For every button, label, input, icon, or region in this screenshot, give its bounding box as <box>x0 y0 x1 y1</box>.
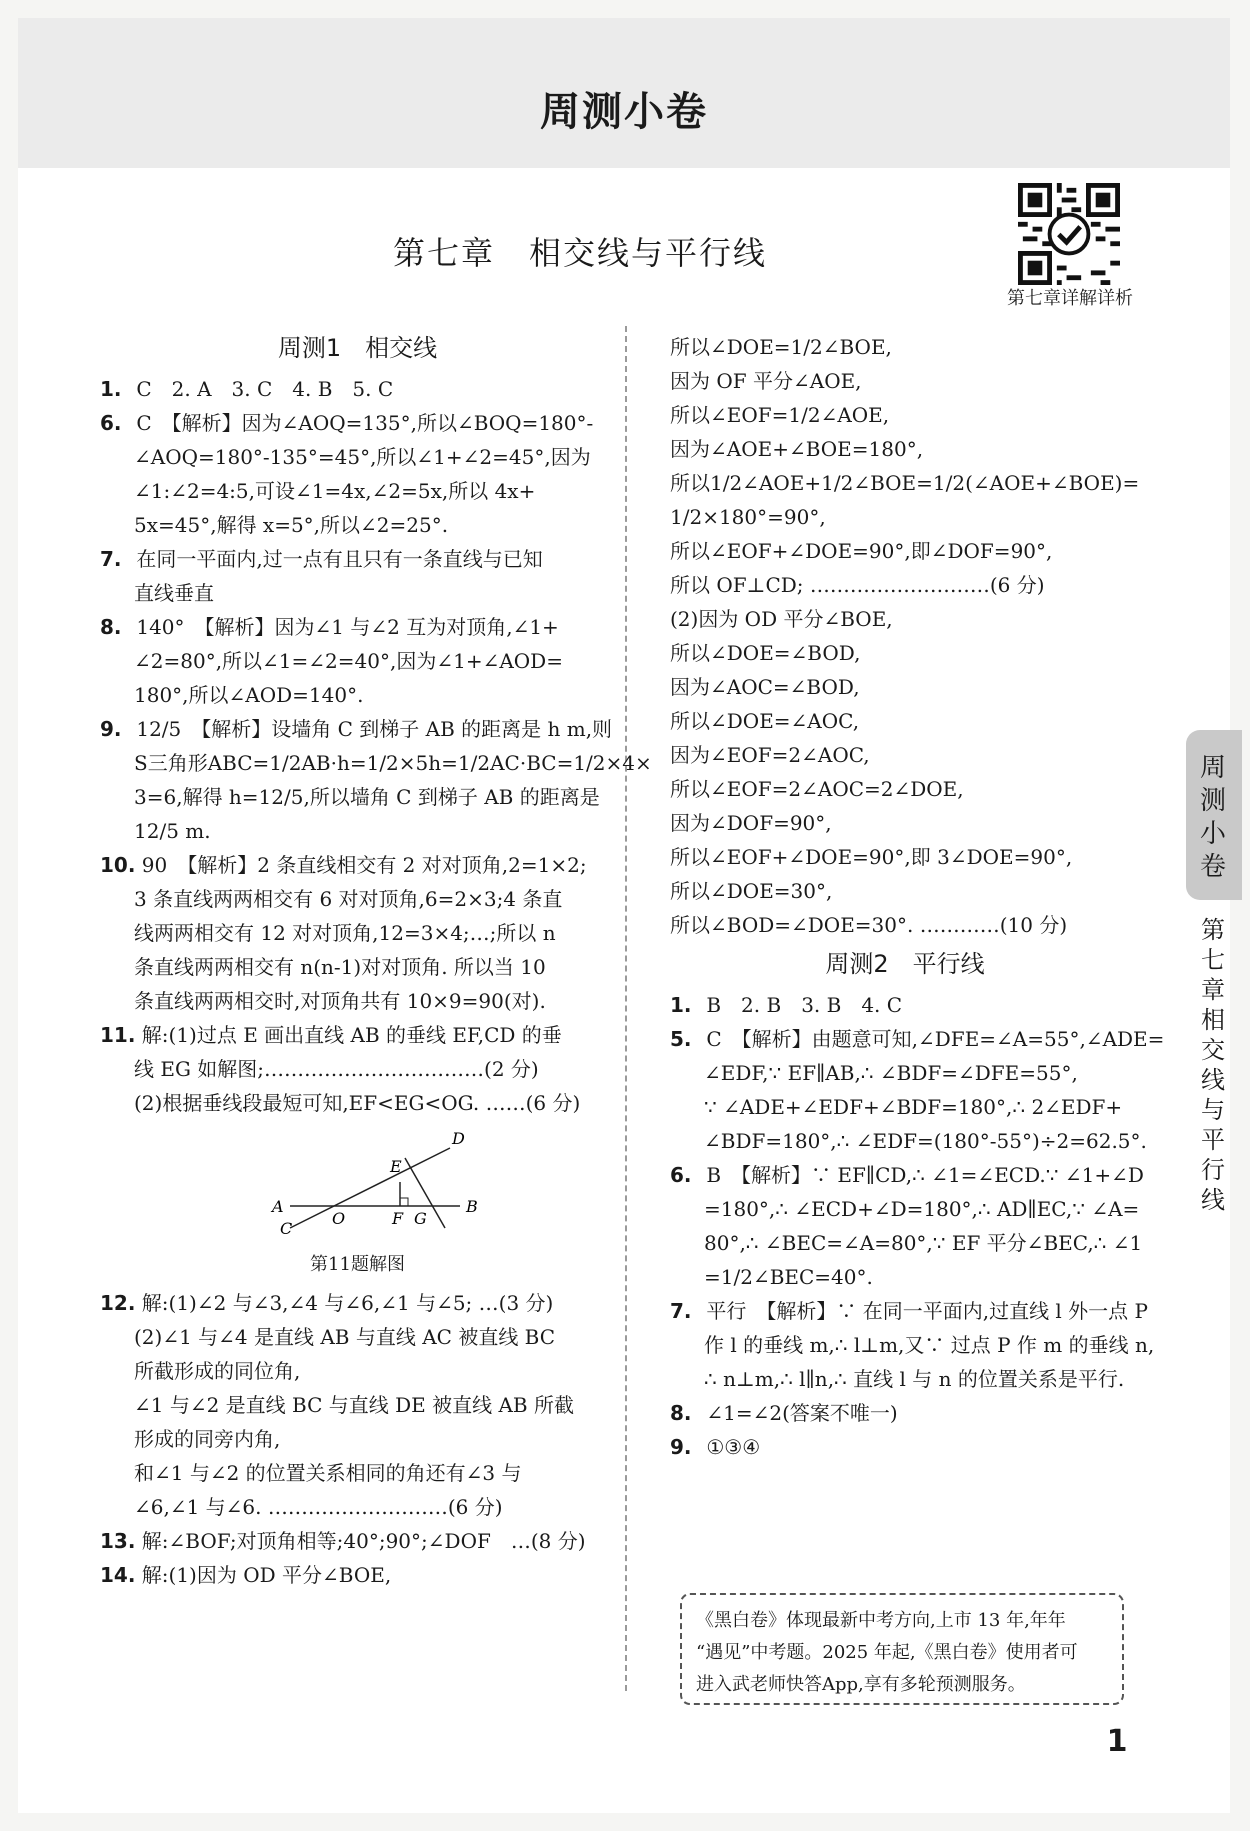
answer-line <box>100 1388 615 1422</box>
figure-11-caption: 第11题解图 <box>310 1254 405 1275</box>
answer-text: 线 EG 如解图;……………………………(2 分) <box>134 1057 539 1081</box>
answer-text: S三角形ABC=1/2AB·h=1/2×5h=1/2AC·BC=1/2×4× <box>134 751 652 775</box>
column-divider <box>625 326 627 1691</box>
right-column <box>670 330 1165 1464</box>
answer-text: 线两两相交有 12 对对顶角,12=3×4;…;所以 n <box>134 921 556 945</box>
answer-line <box>670 1192 1140 1226</box>
answer-text: 80°,∴ ∠BEC=∠A=80°,∵ EF 平分∠BEC,∴ ∠1 <box>704 1231 1143 1255</box>
answer-line: 所以∠DOE=30°, <box>670 879 833 903</box>
answer-text: 形成的同旁内角, <box>134 1427 281 1451</box>
answer-text: B 2. B 3. B 4. C <box>706 993 903 1017</box>
answer-text: 12/5 【解析】设墙角 C 到梯子 AB 的距离是 h m,则 <box>136 717 613 741</box>
answer-line <box>100 1086 615 1120</box>
answer-text: 180°,所以∠AOD=140°. <box>134 683 364 707</box>
answer-line <box>670 1430 1140 1464</box>
answer-line <box>100 406 615 440</box>
answer-line <box>100 542 615 576</box>
answer-text: C 【解析】因为∠AOQ=135°,所以∠BOQ=180°- <box>136 411 594 435</box>
answer-text: 条直线两两相交时,对顶角共有 10×9=90(对). <box>134 989 546 1013</box>
question-number: 13. <box>100 1529 136 1553</box>
answer-line <box>100 678 615 712</box>
answer-line: 因为∠AOC=∠BOD, <box>670 675 860 699</box>
label-f: F <box>392 1209 404 1228</box>
section-heading-week2: 周测2 平行线 <box>825 950 985 978</box>
answer-line: 所以1/2∠AOE+1/2∠BOE=1/2(∠AOE+∠BOE)= <box>670 471 1140 495</box>
answer-line <box>100 1052 615 1086</box>
answer-line <box>100 882 615 916</box>
answer-text: 12/5 m. <box>134 819 211 843</box>
answer-line <box>100 440 615 474</box>
notice-line-2: “遇见”中考题。2025 年起,《黑白卷》使用者可 <box>696 1642 1078 1663</box>
answer-line <box>100 1018 615 1052</box>
answer-line: 所以∠DOE=1/2∠BOE, <box>670 335 892 359</box>
answer-text: 解:(1)因为 OD 平分∠BOE, <box>141 1563 392 1587</box>
answer-line: 因为∠EOF=2∠AOC, <box>670 743 870 767</box>
answer-line: 所以 OF⊥CD; ………………………(6 分) <box>670 573 1045 597</box>
label-b: B <box>466 1197 478 1216</box>
answer-line <box>100 1558 615 1592</box>
answer-line <box>100 1456 615 1490</box>
answer-text: ①③④ <box>706 1435 761 1459</box>
section-heading-week1: 周测1 相交线 <box>277 334 438 362</box>
answer-text: 3 条直线两两相交有 6 对对顶角,6=2×3;4 条直 <box>134 887 563 911</box>
answer-line <box>100 950 615 984</box>
answer-text: ∠1 与∠2 是直线 BC 与直线 DE 被直线 AB 所截 <box>134 1393 574 1417</box>
answer-line: 因为 OF 平分∠AOE, <box>670 369 862 393</box>
question-number: 1. <box>670 993 692 1017</box>
answer-line <box>100 1524 615 1558</box>
banner-title: 周测小卷 <box>540 89 708 135</box>
answer-line: 所以∠EOF=1/2∠AOE, <box>670 403 890 427</box>
page-number: 1 <box>1106 1724 1128 1759</box>
answer-line <box>670 1260 1140 1294</box>
notice-line-1: 《黑白卷》体现最新中考方向,上市 13 年,年年 <box>696 1610 1066 1631</box>
question-number: 7. <box>670 1299 692 1323</box>
answer-line <box>670 1396 1140 1430</box>
answer-text: (2)∠1 与∠4 是直线 AB 与直线 AC 被直线 BC <box>134 1325 556 1349</box>
answer-text: =1/2∠BEC=40°. <box>704 1265 873 1289</box>
right-answers <box>670 330 1140 942</box>
question-number: 14. <box>100 1563 136 1587</box>
answer-line <box>100 984 615 1018</box>
answer-text: ∠EDF,∵ EF∥AB,∴ ∠BDF=∠DFE=55°, <box>704 1061 1078 1085</box>
answer-text: 平行 【解析】∵ 在同一平面内,过直线 l 外一点 P <box>706 1299 1148 1323</box>
answer-line <box>100 1286 615 1320</box>
answer-text: 所截形成的同位角, <box>134 1359 301 1383</box>
answer-line: (2)因为 OD 平分∠BOE, <box>670 607 893 631</box>
header-banner <box>18 18 1230 168</box>
question-number: 9. <box>100 717 122 741</box>
question-number: 11. <box>100 1023 136 1047</box>
left-answers <box>100 372 652 1120</box>
answer-text: 在同一平面内,过一点有且只有一条直线与已知 <box>136 547 543 571</box>
answer-line: 因为∠AOE+∠BOE=180°, <box>670 437 924 461</box>
question-number: 6. <box>100 411 122 435</box>
answer-text: C 【解析】由题意可知,∠DFE=∠A=55°,∠ADE= <box>706 1027 1165 1051</box>
answer-line <box>670 1328 1155 1362</box>
answer-line: 所以∠EOF+∠DOE=90°,即 3∠DOE=90°, <box>670 845 1073 869</box>
answer-text: ∠6,∠1 与∠6. ………………………(6 分) <box>134 1495 503 1519</box>
question-number: 12. <box>100 1291 136 1315</box>
answer-text: 解:(1)过点 E 画出直线 AB 的垂线 EF,CD 的垂 <box>141 1023 562 1047</box>
question-number: 7. <box>100 547 122 571</box>
answer-line: 所以∠EOF=2∠AOC=2∠DOE, <box>670 777 964 801</box>
label-d: D <box>452 1129 465 1148</box>
answer-text: ∴ n⊥m,∴ l∥n,∴ 直线 l 与 n 的位置关系是平行. <box>704 1367 1125 1391</box>
answer-line <box>100 372 615 406</box>
right-angle-mark <box>400 1198 408 1206</box>
answer-line <box>670 1124 1147 1158</box>
answer-text: 5x=45°,解得 x=5°,所以∠2=25°. <box>134 513 449 537</box>
promo-notice <box>680 1593 1124 1705</box>
question-number: 10. <box>100 853 136 877</box>
answer-line <box>100 1320 615 1354</box>
answer-text: B 【解析】∵ EF∥CD,∴ ∠1=∠ECD.∵ ∠1+∠D <box>706 1163 1144 1187</box>
side-tab-label: 周测小卷 <box>1199 753 1226 882</box>
answer-text: ∠BDF=180°,∴ ∠EDF=(180°-55°)÷2=62.5°. <box>704 1129 1147 1153</box>
label-a: A <box>272 1197 284 1216</box>
chapter-title: 第七章 相交线与平行线 <box>392 234 767 272</box>
answer-line <box>100 1490 615 1524</box>
answer-text: 和∠1 与∠2 的位置关系相同的角还有∠3 与 <box>134 1461 522 1485</box>
question-number: 6. <box>670 1163 692 1187</box>
answer-text: 90 【解析】2 条直线相交有 2 对对顶角,2=1×2; <box>141 853 587 877</box>
question-number: 8. <box>670 1401 692 1425</box>
answer-line: 1/2×180°=90°, <box>670 505 826 529</box>
answer-text: ∠1=∠2(答案不唯一) <box>706 1401 898 1425</box>
qr-code-icon[interactable] <box>1018 183 1120 285</box>
answer-line <box>100 576 615 610</box>
notice-line-3: 进入武老师快答App,享有多轮预测服务。 <box>696 1674 1026 1695</box>
left-column <box>100 330 652 1592</box>
answer-line: 所以∠DOE=∠BOD, <box>670 641 861 665</box>
answer-line <box>100 916 615 950</box>
label-g: G <box>414 1209 427 1228</box>
label-e: E <box>390 1157 402 1176</box>
answer-text: (2)根据垂线段最短可知,EF<EG<OG. ……(6 分) <box>134 1091 581 1115</box>
answer-text: =180°,∴ ∠ECD+∠D=180°,∴ AD∥EC,∵ ∠A= <box>704 1197 1140 1221</box>
answer-line <box>670 988 1140 1022</box>
answer-line <box>100 780 615 814</box>
question-number: 1. <box>100 377 122 401</box>
answer-text: ∵ ∠ADE+∠EDF+∠BDF=180°,∴ 2∠EDF+ <box>704 1095 1123 1119</box>
answer-line: 所以∠DOE=∠AOC, <box>670 709 860 733</box>
answer-line: 因为∠DOF=90°, <box>670 811 832 835</box>
answer-text: 条直线两两相交有 n(n-1)对对顶角. 所以当 10 <box>134 955 546 979</box>
answer-line <box>100 644 615 678</box>
answer-text: 作 l 的垂线 m,∴ l⊥m,又∵ 过点 P 作 m 的垂线 n, <box>704 1333 1155 1357</box>
question-number: 5. <box>670 1027 692 1051</box>
answer-text: ∠AOQ=180°-135°=45°,所以∠1+∠2=45°,因为 <box>134 445 591 469</box>
label-o: O <box>332 1209 346 1228</box>
figure-11 <box>100 1128 615 1282</box>
answer-line: 所以∠EOF+∠DOE=90°,即∠DOF=90°, <box>670 539 1053 563</box>
answer-line <box>670 1226 1143 1260</box>
answer-text: 解:∠BOF;对顶角相等;40°;90°;∠DOF …(8 分) <box>141 1529 586 1553</box>
answer-line <box>670 1158 1144 1192</box>
question-number: 8. <box>100 615 122 639</box>
label-c: C <box>280 1219 293 1238</box>
answer-line <box>100 474 615 508</box>
question-number: 9. <box>670 1435 692 1459</box>
answer-line <box>670 1294 1148 1328</box>
answer-line <box>100 1354 615 1388</box>
answer-line: 所以∠BOD=∠DOE=30°. …………(10 分) <box>670 913 1068 937</box>
answer-line <box>100 848 615 882</box>
answer-line <box>100 1422 615 1456</box>
answer-text: 3=6,解得 h=12/5,所以墙角 C 到梯子 AB 的距离是 <box>134 785 600 809</box>
answer-text: ∠2=80°,所以∠1=∠2=40°,因为∠1+∠AOD= <box>134 649 563 673</box>
answer-text: 解:(1)∠2 与∠3,∠4 与∠6,∠1 与∠5; …(3 分) <box>141 1291 554 1315</box>
left-answers-2 <box>100 1286 615 1592</box>
answer-line <box>670 1022 1165 1056</box>
answer-line <box>670 1362 1140 1396</box>
answer-line <box>100 508 615 542</box>
answer-line <box>100 746 652 780</box>
qr-caption: 第七章详解详析 <box>1007 288 1133 309</box>
side-chapter-label: 第七章 相交线与平行线 <box>1201 916 1225 1214</box>
answer-line <box>100 712 615 746</box>
figure-11-diagram <box>100 1128 615 1238</box>
answer-line <box>100 814 615 848</box>
answer-line <box>100 610 615 644</box>
answer-text: ∠1:∠2=4:5,可设∠1=4x,∠2=5x,所以 4x+ <box>134 479 536 503</box>
answer-text: 140° 【解析】因为∠1 与∠2 互为对顶角,∠1+ <box>136 615 559 639</box>
right-answers-2 <box>670 988 1165 1464</box>
answer-line <box>670 1056 1140 1090</box>
answer-line <box>670 1090 1140 1124</box>
answer-text: C 2. A 3. C 4. B 5. C <box>136 377 394 401</box>
answer-text: 直线垂直 <box>134 581 214 605</box>
